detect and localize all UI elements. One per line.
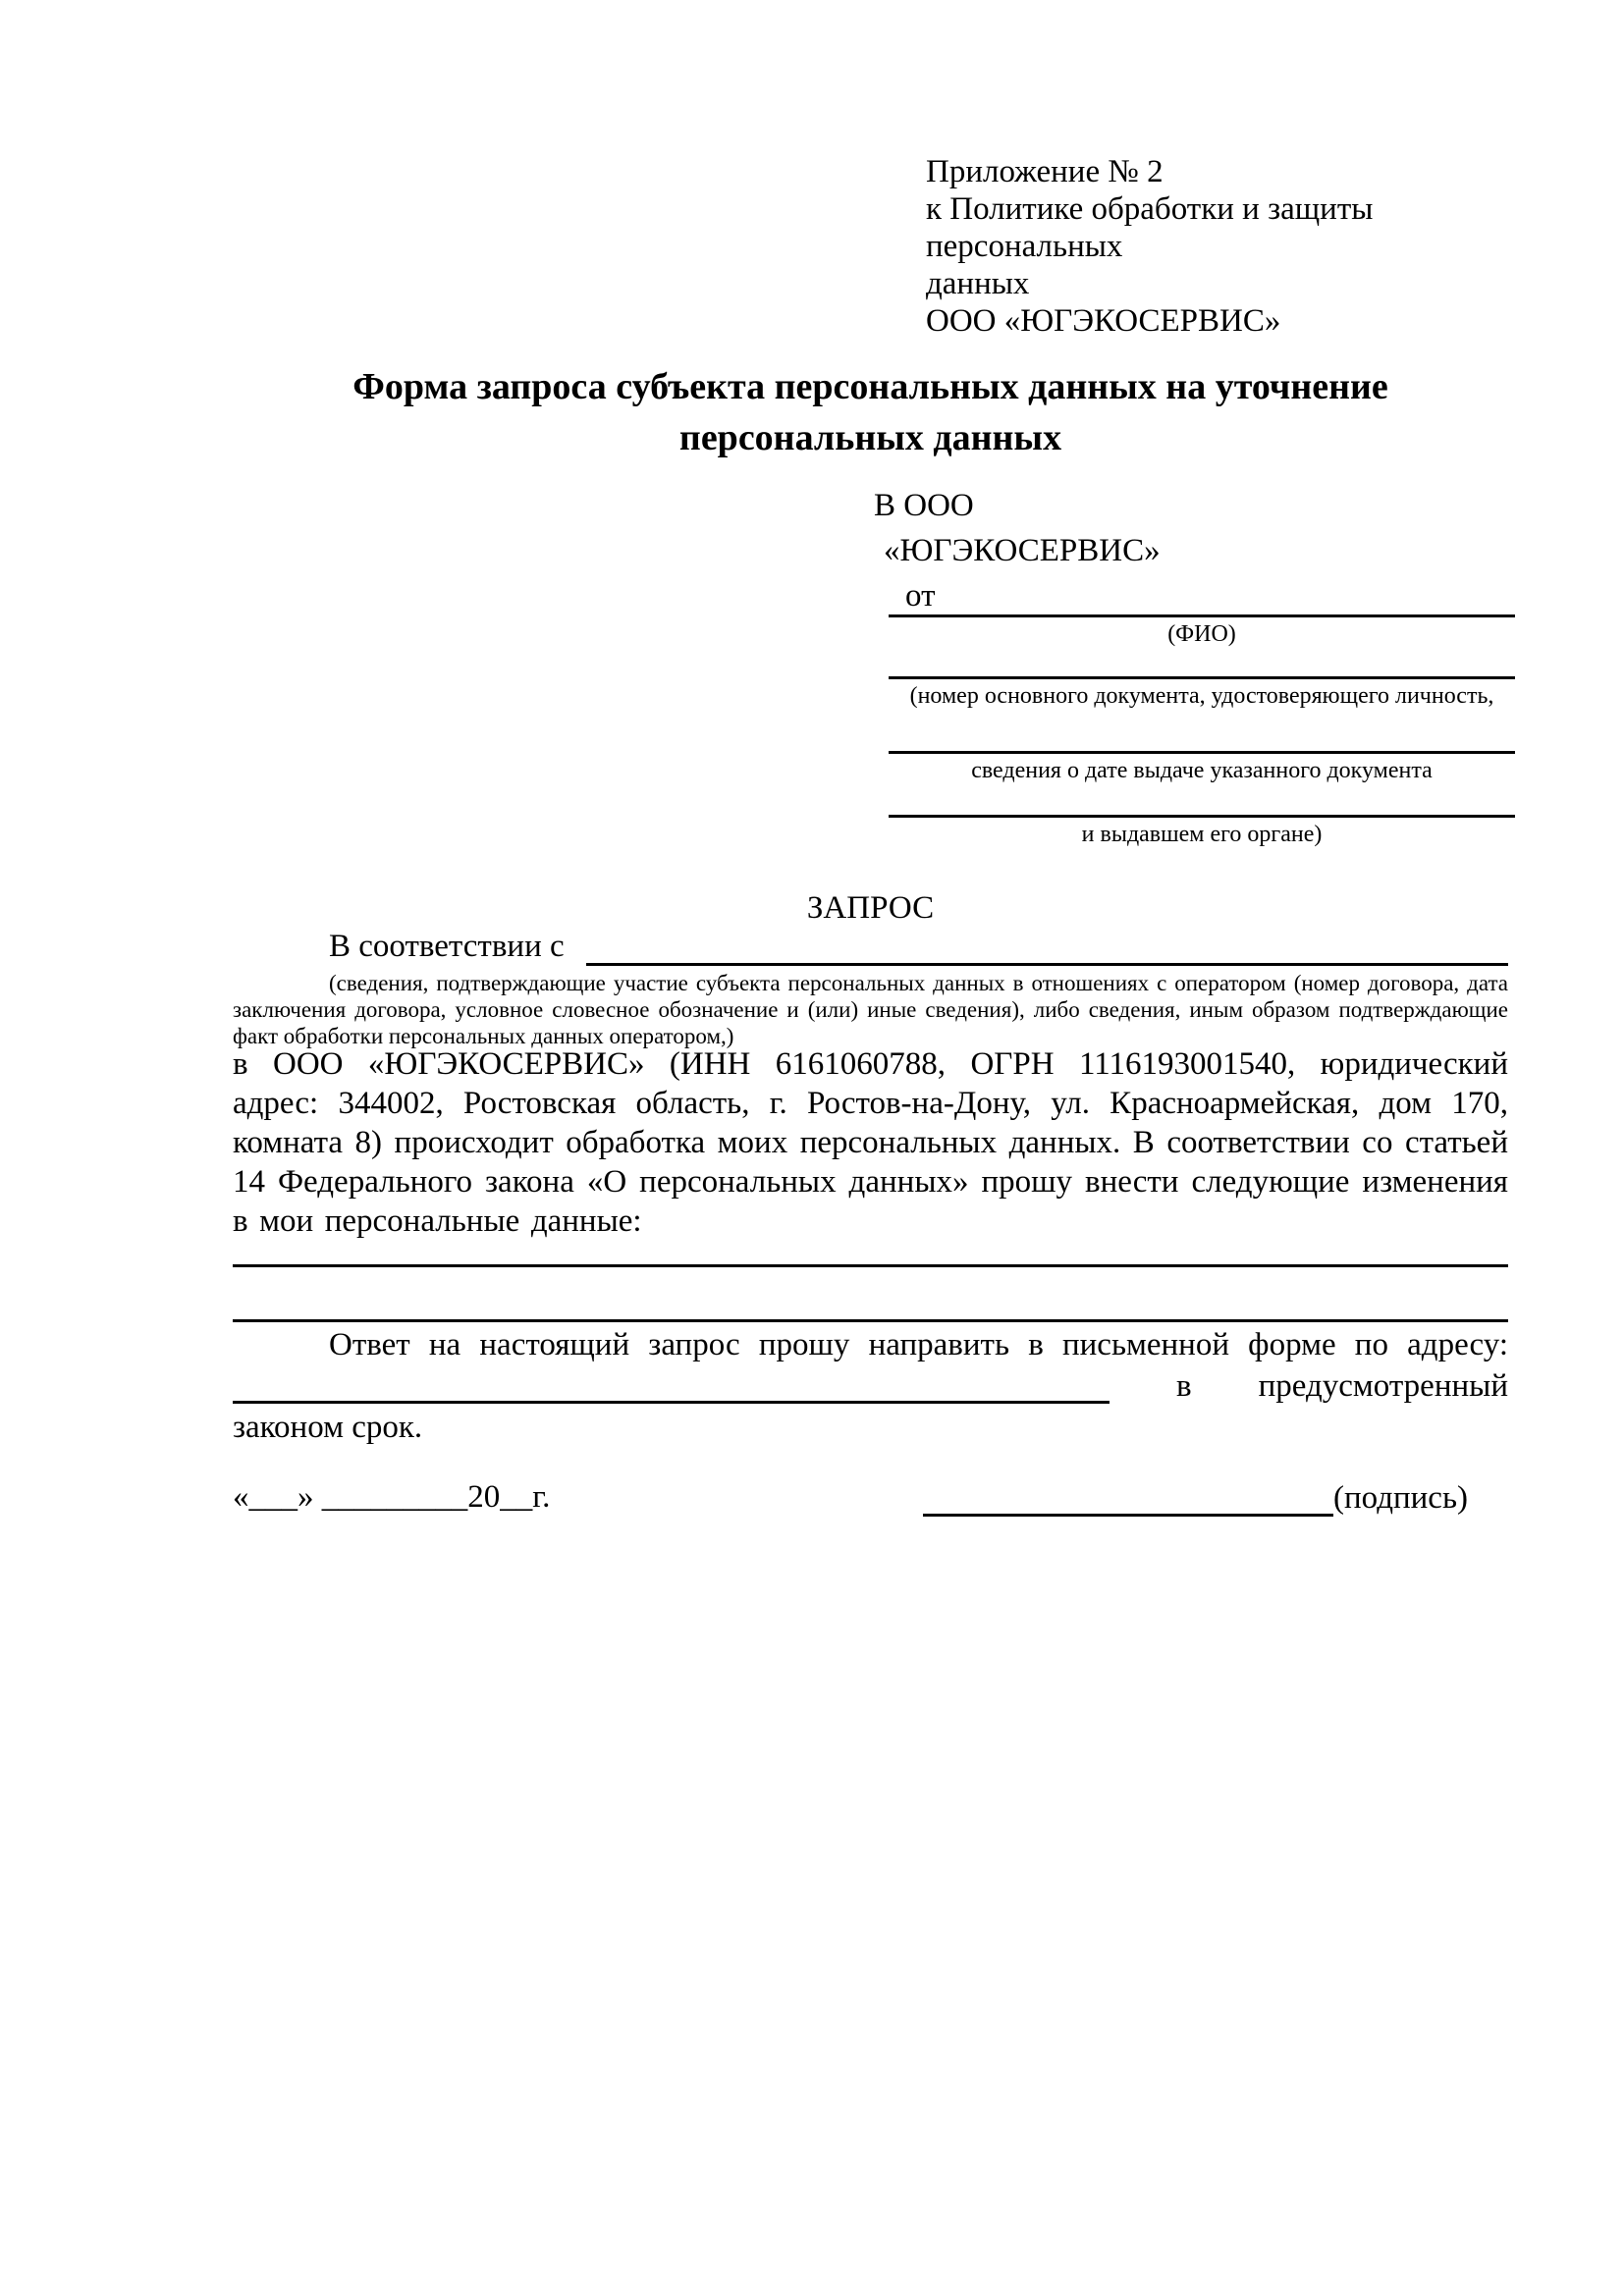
request-intro-row [233,927,1508,966]
reply-address-row [233,1366,1508,1404]
issue-date-caption: сведения о дате выдаче указанного документа [971,758,1433,783]
document-title [233,361,1508,463]
operator-relation-blank-line[interactable] [586,957,1508,966]
signature-blank-line[interactable] [923,1508,1333,1517]
issuing-authority-blank-line[interactable] [889,789,1515,818]
appendix-note-line: Приложение № 2 [926,154,1164,189]
personal-data-changes-blank-line-2[interactable] [233,1294,1508,1322]
reply-paragraph-line: законом срок. [233,1410,423,1445]
personal-data-changes-blank-line-1[interactable] [233,1239,1508,1267]
document-title-line: персональных данных [678,417,1062,458]
request-body-paragraph: в ООО «ЮГЭКОСЕРВИС» (ИНН 6161060788, ОГРН 1116193001540, юридический адрес: 344002, Ростовская область, г. Ростов-на-Дону, ул. Красноармейская, дом 170, комната 8) происходит обработка моих персональных данных. В соответствии со статьей 14 Федерального закона «О персональных данных» прошу внести следующие изменения в мои персональные данные: [233,1046,1508,1239]
reply-paragraph-word: в [1176,1368,1192,1404]
appendix-note-line: ООО «ЮГЭКОСЕРВИС» [926,303,1281,339]
issue-date-blank-line[interactable] [889,725,1515,754]
document-number-blank-group [889,651,1515,710]
appendix-note-line: данных [926,266,1030,301]
addressee-line: «ЮГЭКОСЕРВИС» [884,533,1161,568]
fio-blank-line[interactable] [889,589,1515,617]
addressee-line: В ООО [874,488,974,523]
request-heading: ЗАПРОС [806,890,935,926]
document-number-blank-line[interactable] [889,651,1515,679]
request-footnote: (сведения, подтверждающие участие субъекта персональных данных в отношениях с оператором (номер договора, дата заключения договора, условное словесное обозначение и (или) иные сведения), либо сведения, иным образом подтверждающие факт обработки персональных данных оператором,) [233,971,1508,1048]
document-number-caption: (номер основного документа, удостоверяющего личность, [909,683,1494,709]
issuing-authority-caption: и выдавшем его органе) [1081,822,1323,847]
reply-paragraph-word: предусмотренный [1258,1368,1508,1404]
issue-date-blank-group [889,725,1515,784]
fio-blank-group [889,589,1515,648]
date-blank[interactable]: «___» _________20__г. [233,1479,551,1515]
reply-address-blank-line[interactable] [233,1395,1110,1404]
signature-row [923,1477,1468,1517]
issuing-authority-blank-group [889,789,1515,848]
request-intro-text: В соответствии с [329,929,572,964]
document-title-line: Форма запроса субъекта персональных данных на уточнение [352,366,1388,407]
addressee-line: от [905,578,936,614]
appendix-note-line: к Политике обработки и защиты персональных [926,191,1374,264]
appendix-note [926,153,1535,340]
signature-caption: (подпись) [1333,1480,1468,1516]
fio-caption: (ФИО) [1167,621,1236,647]
reply-paragraph-line: Ответ на настоящий запрос прошу направить в письменной форме по адресу: [329,1327,1508,1362]
